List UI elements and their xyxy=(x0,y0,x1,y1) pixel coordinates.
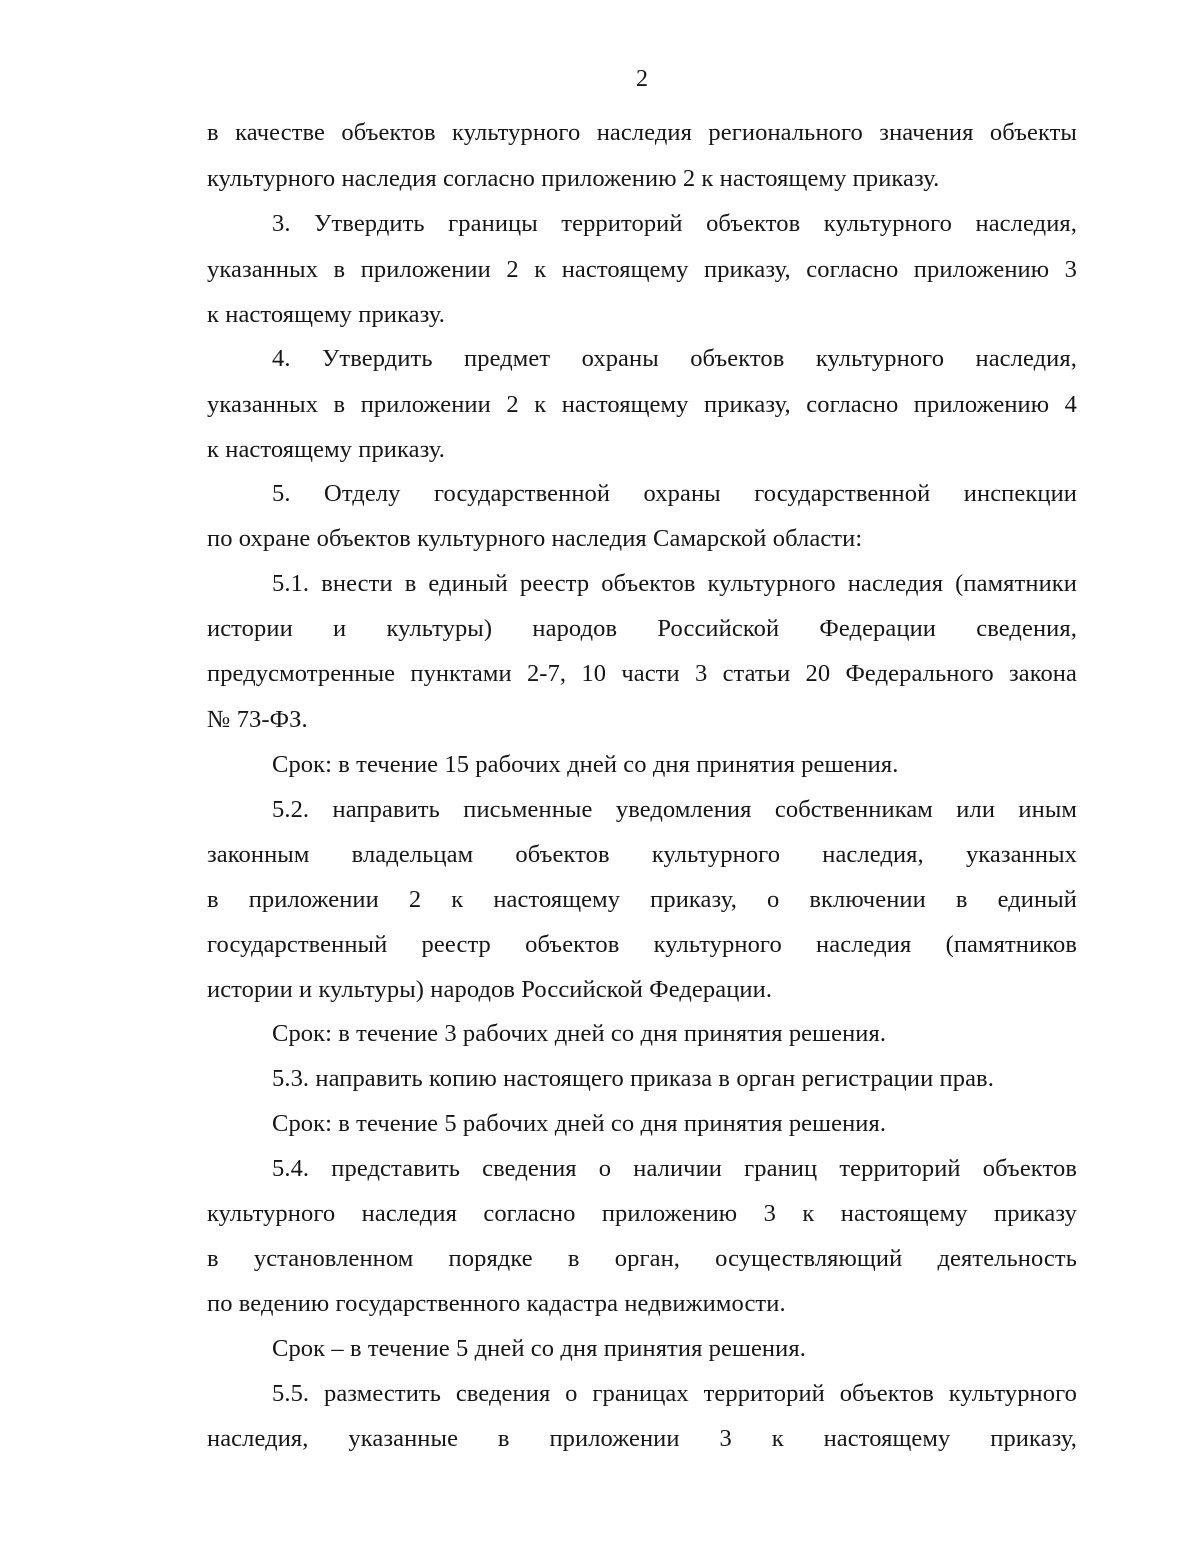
text-line: к настоящему приказу. xyxy=(207,436,446,463)
text-line: Срок: в течение 15 рабочих дней со дня принятия решения. xyxy=(272,751,899,778)
text-line: № 73-ФЗ. xyxy=(207,706,308,733)
text-line: 3. Утвердить границы территорий объектов культурного наследия, xyxy=(272,210,1077,237)
text-line: истории и культуры) народов Российской Федерации. xyxy=(207,976,773,1003)
text-line: Срок – в течение 5 дней со дня принятия решения. xyxy=(272,1335,806,1362)
text-line: 5. Отделу государственной охраны государственной инспекции xyxy=(272,480,1077,507)
text-line: государственный реестр объектов культурного наследия (памятников xyxy=(207,931,1077,958)
text-line: Срок: в течение 3 рабочих дней со дня принятия решения. xyxy=(272,1020,887,1047)
text-line: наследия, указанные в приложении 3 к настоящему приказу, xyxy=(207,1425,1077,1452)
text-line: культурного наследия согласно приложению 3 к настоящему приказу xyxy=(207,1200,1077,1227)
text-line: 4. Утвердить предмет охраны объектов культурного наследия, xyxy=(272,345,1077,372)
text-line: в приложении 2 к настоящему приказу, о включении в единый xyxy=(207,886,1077,913)
text-line: указанных в приложении 2 к настоящему приказу, согласно приложению 4 xyxy=(207,391,1077,418)
text-line: культурного наследия согласно приложению 2 к настоящему приказу. xyxy=(207,165,940,192)
text-line: предусмотренные пунктами 2-7, 10 части 3 статьи 20 Федерального закона xyxy=(207,660,1077,687)
text-line: 5.1. внести в единый реестр объектов культурного наследия (памятники xyxy=(272,570,1077,597)
text-line: в установленном порядке в орган, осуществляющий деятельность xyxy=(207,1245,1077,1272)
text-line: в качестве объектов культурного наследия регионального значения объекты xyxy=(207,119,1077,146)
text-line: 5.4. представить сведения о наличии границ территорий объектов xyxy=(272,1155,1077,1182)
text-line: указанных в приложении 2 к настоящему приказу, согласно приложению 3 xyxy=(207,256,1077,283)
text-line: законным владельцам объектов культурного наследия, указанных xyxy=(207,841,1077,868)
page-number: 2 xyxy=(636,66,648,92)
text-line: 5.2. направить письменные уведомления собственникам или иным xyxy=(272,796,1077,823)
text-line: истории и культуры) народов Российской Федерации сведения, xyxy=(207,615,1077,642)
text-line: по охране объектов культурного наследия Самарской области: xyxy=(207,525,863,552)
text-line: 5.3. направить копию настоящего приказа в орган регистрации прав. xyxy=(272,1065,994,1092)
text-line: 5.5. разместить сведения о границах территорий объектов культурного xyxy=(272,1380,1077,1407)
text-line: по ведению государственного кадастра недвижимости. xyxy=(207,1290,786,1317)
text-line: Срок: в течение 5 рабочих дней со дня принятия решения. xyxy=(272,1110,887,1137)
text-line: к настоящему приказу. xyxy=(207,301,446,328)
